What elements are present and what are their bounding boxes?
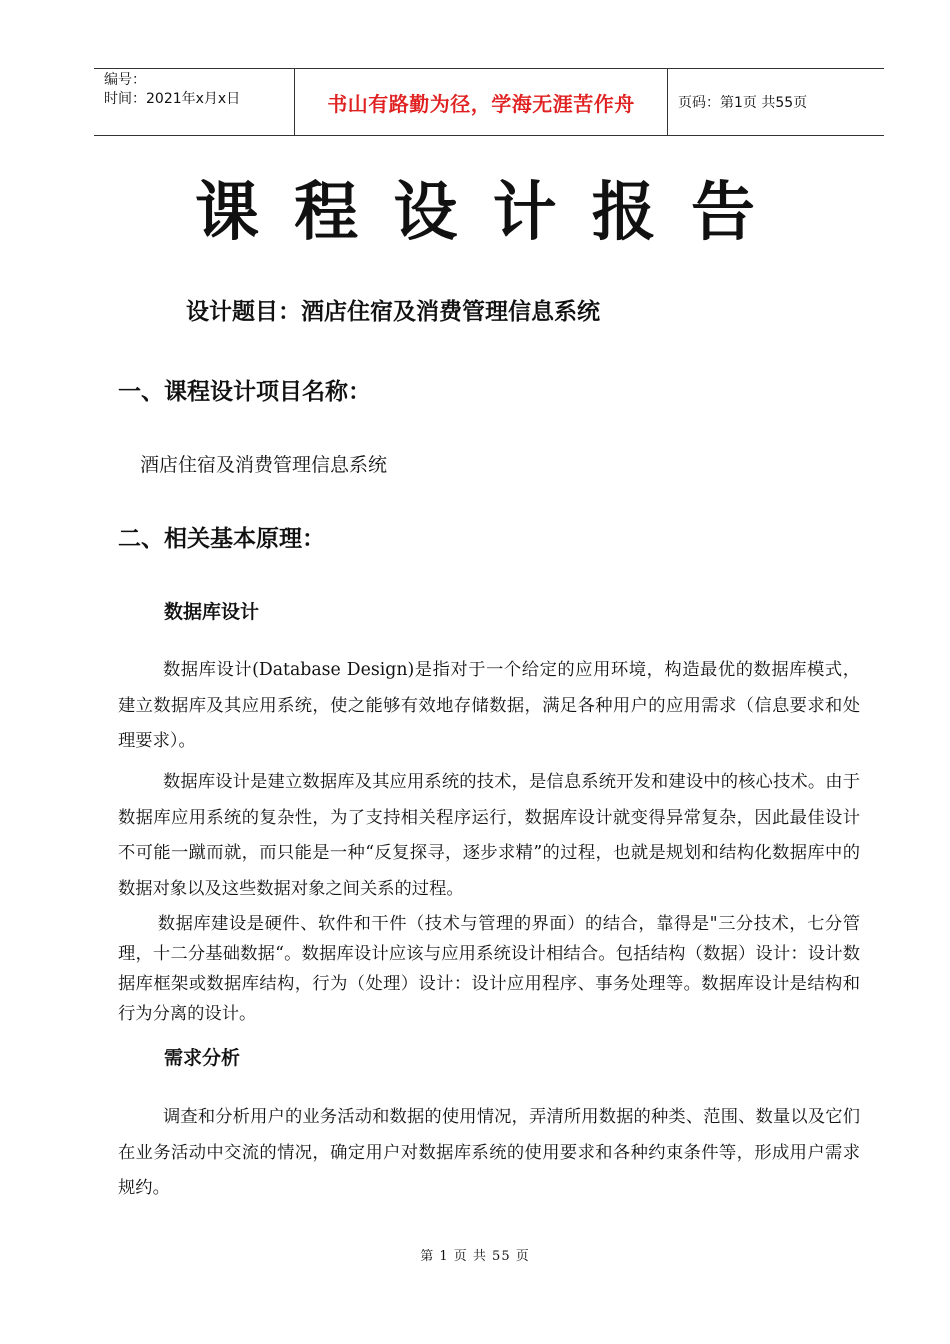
design-subject: 设计题目：酒店住宿及消费管理信息系统	[186, 298, 600, 325]
header-motto: 书山有路勤为径，学海无涯苦作舟	[327, 91, 635, 116]
paragraph: 数据库建设是硬件、软件和干件（技术与管理的界面）的结合，靠得是"三分技术，七分管理，十二分基础数据“。数据库设计应该与应用系统设计相结合。包括结构（数据）设计：设计数据库框架或数据库结构，行为（处理）设计：设计应用程序、事务处理等。数据库设计是结构和行为分离的设计。	[118, 914, 860, 1024]
document-number-label: 编号：	[104, 72, 146, 88]
header-page-cell	[668, 69, 884, 135]
subsection-database-design-heading: 数据库设计	[164, 601, 260, 623]
header-page-info: 页码：第1页 共55页	[678, 95, 808, 111]
paragraph: 数据库设计是建立数据库及其应用系统的技术，是信息系统开发和建设中的核心技术。由于数据库应用系统的复杂性，为了支持相关程序运行，数据库设计就变得异常复杂，因此最佳设计不可能一蹴而就，而只能是一种“反复探寻，逐步求精”的过程，也就是规划和结构化数据库中的数据对象以及这些数据对象之间关系的过程。	[118, 772, 860, 899]
header-motto-cell	[295, 69, 668, 135]
section1-content: 酒店住宿及消费管理信息系统	[140, 454, 388, 476]
page-footer: 第 1 页 共 55 页	[420, 1249, 530, 1264]
paragraph: 调查和分析用户的业务活动和数据的使用情况，弄清所用数据的种类、范围、数量以及它们在业务活动中交流的情况，确定用户对数据库系统的使用要求和各种约束条件等，形成用户需求规约。	[118, 1107, 860, 1198]
header-meta	[94, 69, 295, 135]
subsection-requirements-heading: 需求分析	[164, 1047, 241, 1069]
document-time: 时间：2021年x月x日	[104, 91, 241, 107]
section1-heading: 一、课程设计项目名称：	[118, 378, 371, 405]
section2-heading: 二、相关基本原理：	[118, 525, 325, 552]
paragraph: 数据库设计(Database Design)是指对于一个给定的应用环境，构造最优的数据库模式，建立数据库及其应用系统，使之能够有效地存储数据，满足各种用户的应用需求（信息要求和处理要求）。	[118, 660, 860, 751]
page-header	[94, 68, 884, 136]
report-title: 课程设计报告	[194, 176, 791, 250]
